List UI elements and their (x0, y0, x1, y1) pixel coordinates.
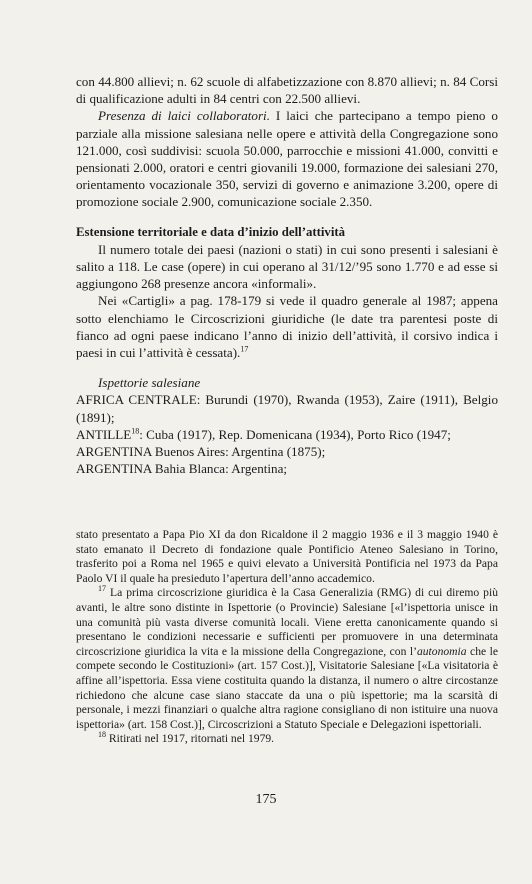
footnote-18-number: 18 (98, 730, 106, 740)
footnote-ref-17: 17 (240, 344, 249, 354)
paragraph-paesi: Il numero totale dei paesi (nazioni o stati) in cui sono presenti i salesiani è salito a 118. Le case (opere) in cui operano al 31/12/’95 sono 1.770 e ad esse si aggiungono 268 presenze ancora «informali». (76, 241, 498, 292)
paragraph-allievi: con 44.800 allievi; n. 62 scuole di alfabetizzazione con 8.870 allievi; n. 84 Corsi di qualificazione adulti in 84 centri con 22.500 allievi. (76, 74, 498, 107)
footnote-17-text-a: La prima circoscrizione giuridica è la Casa Generalizia (RMG) di cui diremo più avanti, le altre sono distinte in Ispettorie (o Provincie) Salesiane [«l’ispettoria unisce in una comunità più vasta diverse comunità locali. Viene eretta canonicamente quando si presentano le condizioni necessarie e sufficienti per promuovere in una determinata circoscrizione giuridica la vita e la missione della Congregazione, con l’ (76, 586, 498, 658)
paragraph-cartigli-text: Nei «Cartigli» a pag. 178-179 si vede il quadro generale al 1987; appena sotto elenchiamo le Circoscrizioni giuridiche (le date tra parentesi poste di fianco ad ogni paese indicano l’anno di inizio dell’attività, il corsivo indica i paesi in cui l’attività è cessata). (76, 293, 498, 361)
list-entry-africa-centrale: AFRICA CENTRALE: Burundi (1970), Rwanda (1953), Zaire (1911), Belgio (1891); (76, 392, 498, 425)
paragraph-laici-title: Presenza di laici collaboratori. (98, 108, 270, 124)
paragraph-cartigli (76, 292, 498, 361)
list-entry-antille-name: ANTILLE (76, 426, 132, 442)
footnote-17 (76, 586, 498, 732)
footnote-continued: stato presentato a Papa Pio XI da don Ricaldone il 2 maggio 1936 e il 3 maggio 1940 è stato emanato il Decreto di fondazione quale Pontificio Ateneo Salesiano in Torino, trasferito poi a Roma nel 1965 e quivi elevato a Università Pontificia nel 1973 da Papa Paolo VI il quale ha presieduto l’apertura dell’anno accademico. (76, 528, 498, 585)
footnotes (76, 528, 498, 747)
footnote-17-italic: autonomia (416, 644, 467, 658)
paragraph-laici-text: I laici che partecipano a tempo pieno o parziale alla missione salesiana nelle opere e attività della Congregazione sono 121.000, così suddivisi: scuola 50.000, parrocchie e missioni 41.000, convitti e pensionati 2.000, oratori e centri giovanili 19.000, formazione dei salesiani 270, orientamento vocazionale 350, servizi di governo e animazione 3.200, opere di promozione sociale 2.900, comunicazione sociale 2.350. (76, 108, 498, 210)
list-title: Ispettorie salesiane (98, 375, 201, 391)
paragraph-laici (76, 107, 498, 210)
list-entry-argentina-bahia-blanca: ARGENTINA Bahia Blanca: Argentina; (76, 461, 288, 477)
list-entry-antille-text: : Cuba (1917), Rep. Domenicana (1934), Porto Rico (1947; (139, 426, 451, 442)
footnote-17-number: 17 (98, 584, 106, 594)
footnote-ref-18: 18 (131, 426, 140, 436)
section-heading: Estensione territoriale e data d’inizio dell’attività (76, 224, 346, 239)
footnote-18 (76, 732, 498, 747)
page-number: 175 (255, 792, 277, 807)
main-text (76, 73, 498, 477)
list-entry-antille (76, 426, 498, 443)
footnote-17-text-b: che le compete secondo le Costituzioni» (art. 157 Cost.)], Visitatorie Salesiane [«La visitatoria è affine all’ispettoria. Essa viene costituita quando la distanza, il numero o altre circostanze richiedono che alcune case siano staccate da una o più ispettorie; ma la scarsità di personale, i mezzi finanziari o qualche altra ragione consigliano di non istituire una nuova ispettoria» (art. 158 Cost.)], Circoscrizioni a Statuto Speciale e Delegazioni ispettoriali. (76, 644, 498, 731)
footnote-18-text: Ritirati nel 1917, ritornati nel 1979. (106, 732, 275, 746)
list-entry-argentina-buenos-aires: ARGENTINA Buenos Aires: Argentina (1875); (76, 444, 326, 460)
